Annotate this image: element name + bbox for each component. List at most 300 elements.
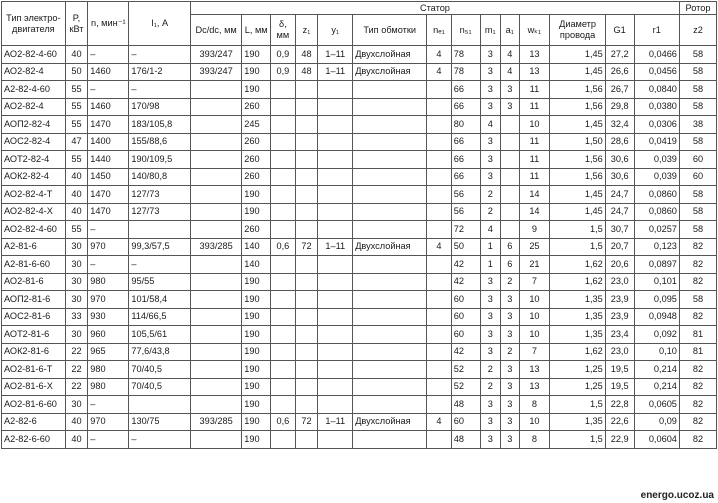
table-cell: 3 — [480, 46, 501, 64]
table-cell — [271, 273, 296, 291]
stator-group-header: Статор — [190, 2, 679, 15]
table-cell: 42 — [451, 343, 480, 361]
table-cell: 38 — [679, 116, 716, 134]
table-cell: 0,09 — [634, 413, 679, 431]
table-row — [2, 203, 717, 221]
table-cell: 26,6 — [605, 63, 634, 81]
table-cell — [427, 203, 452, 221]
table-cell: 393/285 — [190, 413, 241, 431]
table-cell — [318, 308, 353, 326]
table-cell: 60 — [451, 326, 480, 344]
table-cell: – — [129, 81, 191, 99]
table-cell: 52 — [451, 378, 480, 396]
table-cell — [501, 116, 519, 134]
table-cell: 930 — [88, 308, 129, 326]
table-cell: 95/55 — [129, 273, 191, 291]
table-cell: 3 — [501, 361, 519, 379]
table-cell: 82 — [679, 378, 716, 396]
table-cell: А2-82-6 — [2, 413, 66, 431]
table-cell — [427, 168, 452, 186]
table-cell: 82 — [679, 238, 716, 256]
table-cell: 40 — [65, 46, 88, 64]
table-cell — [353, 396, 427, 414]
table-cell: 55 — [65, 98, 88, 116]
table-cell: Двухслойная — [353, 413, 427, 431]
table-cell: 2 — [480, 203, 501, 221]
table-cell: 3 — [480, 396, 501, 414]
watermark: energo.ucoz.ua — [640, 490, 714, 501]
table-cell: А2-81-6-60 — [2, 256, 66, 274]
table-cell: 60 — [451, 413, 480, 431]
table-cell: АО2-81-6-Х — [2, 378, 66, 396]
table-cell — [318, 343, 353, 361]
table-cell: 1,62 — [550, 343, 605, 361]
table-cell — [353, 273, 427, 291]
table-cell — [427, 273, 452, 291]
table-row — [2, 151, 717, 169]
table-cell — [318, 221, 353, 239]
table-cell: 0,0466 — [634, 46, 679, 64]
table-cell: 970 — [88, 413, 129, 431]
table-cell: АО2-82-4-Х — [2, 203, 66, 221]
table-cell — [318, 203, 353, 221]
table-cell: 1470 — [88, 186, 129, 204]
table-cell — [353, 291, 427, 309]
table-cell: 10 — [519, 413, 550, 431]
table-cell: 48 — [451, 431, 480, 449]
table-cell: 176/1-2 — [129, 63, 191, 81]
table-cell: 29,8 — [605, 98, 634, 116]
table-cell: 190 — [242, 186, 271, 204]
table-cell: 1,25 — [550, 361, 605, 379]
table-cell: 1,35 — [550, 308, 605, 326]
table-cell — [271, 256, 296, 274]
table-cell: 3 — [480, 326, 501, 344]
table-cell: 3 — [480, 81, 501, 99]
table-cell — [295, 361, 318, 379]
table-cell — [427, 343, 452, 361]
table-cell: – — [88, 396, 129, 414]
table-cell — [271, 116, 296, 134]
col-wire: Диаметр провода — [550, 15, 605, 46]
table-cell: 1 — [480, 256, 501, 274]
table-row — [2, 291, 717, 309]
table-cell — [427, 186, 452, 204]
table-cell: 0,9 — [271, 46, 296, 64]
table-cell: 72 — [295, 413, 318, 431]
table-cell: АОК2-81-6 — [2, 343, 66, 361]
table-cell: 260 — [242, 151, 271, 169]
table-cell: 60 — [451, 308, 480, 326]
table-cell: 3 — [480, 291, 501, 309]
table-row — [2, 98, 717, 116]
table-cell: 25 — [519, 238, 550, 256]
table-cell — [190, 326, 241, 344]
table-cell — [190, 186, 241, 204]
table-cell: 3 — [480, 431, 501, 449]
table-cell: 78 — [451, 46, 480, 64]
table-cell — [427, 81, 452, 99]
table-cell: 190 — [242, 63, 271, 81]
table-cell: АО2-81-6 — [2, 273, 66, 291]
table-cell: 22,8 — [605, 396, 634, 414]
table-cell: 13 — [519, 361, 550, 379]
table-cell: 10 — [519, 308, 550, 326]
table-cell: 72 — [295, 238, 318, 256]
table-cell: 3 — [480, 151, 501, 169]
table-cell: А2-82-4-60 — [2, 81, 66, 99]
table-cell — [190, 221, 241, 239]
col-y1: y₁ — [318, 15, 353, 46]
col-a1: a₁ — [501, 15, 519, 46]
table-cell: 190 — [242, 378, 271, 396]
table-cell: 23,9 — [605, 291, 634, 309]
table-cell — [295, 186, 318, 204]
table-cell: 105,5/61 — [129, 326, 191, 344]
table-cell — [190, 98, 241, 116]
table-cell: 0,0419 — [634, 133, 679, 151]
table-cell: 23,0 — [605, 343, 634, 361]
table-cell — [190, 431, 241, 449]
table-cell — [427, 378, 452, 396]
table-row — [2, 326, 717, 344]
table-cell: 22 — [65, 343, 88, 361]
table-cell: 970 — [88, 238, 129, 256]
table-cell: 7 — [519, 273, 550, 291]
table-cell: 1440 — [88, 151, 129, 169]
table-cell: 1,56 — [550, 151, 605, 169]
table-cell: 190 — [242, 361, 271, 379]
table-cell: 2 — [501, 273, 519, 291]
table-cell: 4 — [427, 413, 452, 431]
table-cell: 82 — [679, 256, 716, 274]
table-cell — [190, 343, 241, 361]
table-cell: 80 — [451, 116, 480, 134]
table-cell: 1450 — [88, 168, 129, 186]
table-row — [2, 308, 717, 326]
table-cell: 28,6 — [605, 133, 634, 151]
table-cell — [190, 116, 241, 134]
table-header — [2, 2, 717, 46]
table-cell: – — [88, 431, 129, 449]
table-cell: 140 — [242, 238, 271, 256]
table-cell: 0,9 — [271, 63, 296, 81]
table-row — [2, 133, 717, 151]
table-cell: 393/285 — [190, 238, 241, 256]
table-cell: 19,5 — [605, 361, 634, 379]
table-cell: – — [88, 46, 129, 64]
table-body — [2, 46, 717, 449]
table-cell: 10 — [519, 291, 550, 309]
table-cell: 0,092 — [634, 326, 679, 344]
col-r1: r1 — [634, 15, 679, 46]
table-cell: 30 — [65, 256, 88, 274]
table-cell — [427, 361, 452, 379]
table-cell: АОС2-81-6 — [2, 308, 66, 326]
table-cell: 127/73 — [129, 186, 191, 204]
table-cell — [271, 168, 296, 186]
table-cell: 190 — [242, 431, 271, 449]
table-cell: 82 — [679, 273, 716, 291]
table-cell — [271, 98, 296, 116]
table-cell: 40 — [65, 203, 88, 221]
table-cell — [190, 291, 241, 309]
table-cell: 260 — [242, 221, 271, 239]
table-cell: 82 — [679, 361, 716, 379]
table-cell: 0,0840 — [634, 81, 679, 99]
table-cell: 1,5 — [550, 396, 605, 414]
table-cell: 1,45 — [550, 203, 605, 221]
col-length: L, мм — [242, 15, 271, 46]
table-cell: 30 — [65, 326, 88, 344]
table-cell: 0,6 — [271, 413, 296, 431]
table-cell: 66 — [451, 98, 480, 116]
table-cell — [295, 81, 318, 99]
table-cell: 48 — [295, 63, 318, 81]
table-cell — [295, 308, 318, 326]
table-cell — [353, 151, 427, 169]
table-cell — [427, 291, 452, 309]
motor-data-table — [1, 1, 717, 449]
table-cell — [353, 326, 427, 344]
table-cell: 260 — [242, 133, 271, 151]
table-cell — [271, 308, 296, 326]
table-cell: 3 — [501, 413, 519, 431]
table-cell: 99,3/57,5 — [129, 238, 191, 256]
table-row — [2, 256, 717, 274]
table-cell: АО2-82-4 — [2, 63, 66, 81]
table-cell: 50 — [65, 63, 88, 81]
table-cell: Двухслойная — [353, 238, 427, 256]
table-cell: 0,214 — [634, 361, 679, 379]
table-row — [2, 431, 717, 449]
table-cell: 32,4 — [605, 116, 634, 134]
table-cell: 66 — [451, 133, 480, 151]
table-cell: 56 — [451, 186, 480, 204]
table-cell — [318, 361, 353, 379]
table-cell — [353, 186, 427, 204]
table-cell: 30,6 — [605, 168, 634, 186]
table-cell: 0,0604 — [634, 431, 679, 449]
table-cell: 1,5 — [550, 238, 605, 256]
table-cell — [501, 133, 519, 151]
table-cell: 66 — [451, 168, 480, 186]
table-cell — [271, 378, 296, 396]
table-cell: 42 — [451, 273, 480, 291]
table-cell: 3 — [480, 413, 501, 431]
table-cell: АО2-82-4 — [2, 98, 66, 116]
table-cell — [353, 98, 427, 116]
table-cell — [190, 151, 241, 169]
table-cell — [427, 308, 452, 326]
table-cell: 66 — [451, 81, 480, 99]
table-cell: 7 — [519, 343, 550, 361]
table-cell: 3 — [480, 273, 501, 291]
table-cell: – — [88, 221, 129, 239]
table-cell — [190, 396, 241, 414]
table-cell — [271, 396, 296, 414]
table-cell — [427, 116, 452, 134]
table-cell: 0,039 — [634, 151, 679, 169]
table-cell: – — [129, 46, 191, 64]
table-cell: 58 — [679, 98, 716, 116]
table-cell: 1460 — [88, 98, 129, 116]
table-cell: 4 — [501, 63, 519, 81]
table-cell: 1,62 — [550, 273, 605, 291]
table-cell: 1,56 — [550, 168, 605, 186]
table-cell: АО2-81-6-60 — [2, 396, 66, 414]
table-cell: 30 — [65, 291, 88, 309]
table-cell: 55 — [65, 151, 88, 169]
table-cell: 0,095 — [634, 291, 679, 309]
table-row — [2, 396, 717, 414]
col-n51: n₅₁ — [451, 15, 480, 46]
table-cell: 3 — [501, 378, 519, 396]
table-cell: АОС2-82-4 — [2, 133, 66, 151]
table-cell: 33 — [65, 308, 88, 326]
table-cell: 30 — [65, 238, 88, 256]
table-cell: 3 — [480, 98, 501, 116]
table-cell — [295, 116, 318, 134]
table-cell: 11 — [519, 81, 550, 99]
table-cell — [318, 81, 353, 99]
table-row — [2, 238, 717, 256]
table-cell: 2 — [480, 361, 501, 379]
table-cell: 1–11 — [318, 238, 353, 256]
table-cell: 82 — [679, 396, 716, 414]
table-cell: 1,45 — [550, 63, 605, 81]
table-cell: 20,7 — [605, 238, 634, 256]
table-cell: 393/247 — [190, 63, 241, 81]
table-cell: 0,6 — [271, 238, 296, 256]
table-cell — [295, 343, 318, 361]
table-cell — [271, 203, 296, 221]
table-cell: 40 — [65, 431, 88, 449]
table-cell — [271, 343, 296, 361]
table-row — [2, 413, 717, 431]
table-cell: 1,45 — [550, 116, 605, 134]
table-cell — [318, 186, 353, 204]
table-cell: 50 — [451, 238, 480, 256]
table-cell: 4 — [501, 46, 519, 64]
table-cell: 3 — [501, 291, 519, 309]
table-cell — [353, 308, 427, 326]
table-cell: 82 — [679, 431, 716, 449]
table-cell — [271, 186, 296, 204]
table-cell: 970 — [88, 291, 129, 309]
table-cell — [318, 98, 353, 116]
table-cell: АОТ2-82-4 — [2, 151, 66, 169]
table-cell: 48 — [451, 396, 480, 414]
table-cell: 1460 — [88, 63, 129, 81]
table-cell: 190 — [242, 46, 271, 64]
table-row — [2, 273, 717, 291]
table-cell: 3 — [501, 396, 519, 414]
table-cell — [190, 361, 241, 379]
table-cell: 2 — [501, 343, 519, 361]
table-cell: 260 — [242, 168, 271, 186]
table-cell: 22 — [65, 361, 88, 379]
table-cell: 22 — [65, 378, 88, 396]
table-cell: 190 — [242, 203, 271, 221]
table-cell: 23,0 — [605, 273, 634, 291]
table-cell: 140 — [242, 256, 271, 274]
table-cell: 58 — [679, 221, 716, 239]
table-cell — [271, 133, 296, 151]
table-cell: 1400 — [88, 133, 129, 151]
table-cell: 0,0605 — [634, 396, 679, 414]
table-cell: 55 — [65, 221, 88, 239]
table-cell — [295, 151, 318, 169]
table-cell: 30,6 — [605, 151, 634, 169]
table-cell — [271, 361, 296, 379]
table-cell: 8 — [519, 431, 550, 449]
table-cell: АО2-81-6-Т — [2, 361, 66, 379]
table-cell: 4 — [480, 221, 501, 239]
table-cell: Двухслойная — [353, 46, 427, 64]
table-cell: 30,7 — [605, 221, 634, 239]
table-cell: 58 — [679, 63, 716, 81]
table-row — [2, 46, 717, 64]
table-cell: 130/75 — [129, 413, 191, 431]
table-cell — [271, 431, 296, 449]
table-cell — [353, 221, 427, 239]
table-cell: 48 — [295, 46, 318, 64]
table-cell — [318, 431, 353, 449]
table-cell: 1,5 — [550, 221, 605, 239]
table-cell: 9 — [519, 221, 550, 239]
table-cell: 4 — [480, 116, 501, 134]
table-cell: 0,0860 — [634, 203, 679, 221]
table-cell: 3 — [480, 168, 501, 186]
table-cell: 10 — [519, 326, 550, 344]
table-cell — [353, 343, 427, 361]
table-cell: 980 — [88, 273, 129, 291]
table-cell: 0,0456 — [634, 63, 679, 81]
table-cell: АОП2-81-6 — [2, 291, 66, 309]
table-cell: 190 — [242, 81, 271, 99]
col-z1: z₁ — [295, 15, 318, 46]
table-cell: – — [129, 256, 191, 274]
table-cell: 1,50 — [550, 133, 605, 151]
table-cell: 1,5 — [550, 431, 605, 449]
table-cell: 393/247 — [190, 46, 241, 64]
table-cell: 66 — [451, 151, 480, 169]
table-cell — [501, 221, 519, 239]
table-cell: 3 — [501, 308, 519, 326]
table-cell: 26,7 — [605, 81, 634, 99]
table-cell: 4 — [427, 63, 452, 81]
table-cell: 82 — [679, 413, 716, 431]
col-wk1: wₖ₁ — [519, 15, 550, 46]
table-cell — [353, 378, 427, 396]
table-cell — [190, 133, 241, 151]
table-cell: 22,6 — [605, 413, 634, 431]
table-cell: 0,0897 — [634, 256, 679, 274]
table-cell: 14 — [519, 186, 550, 204]
table-cell — [501, 203, 519, 221]
table-cell: 965 — [88, 343, 129, 361]
table-cell: 11 — [519, 98, 550, 116]
table-cell — [353, 431, 427, 449]
table-cell: 58 — [679, 133, 716, 151]
col-power: P, кВт — [65, 2, 88, 46]
table-cell: 980 — [88, 378, 129, 396]
table-cell — [427, 326, 452, 344]
table-cell — [427, 133, 452, 151]
table-cell — [318, 133, 353, 151]
table-cell — [271, 326, 296, 344]
